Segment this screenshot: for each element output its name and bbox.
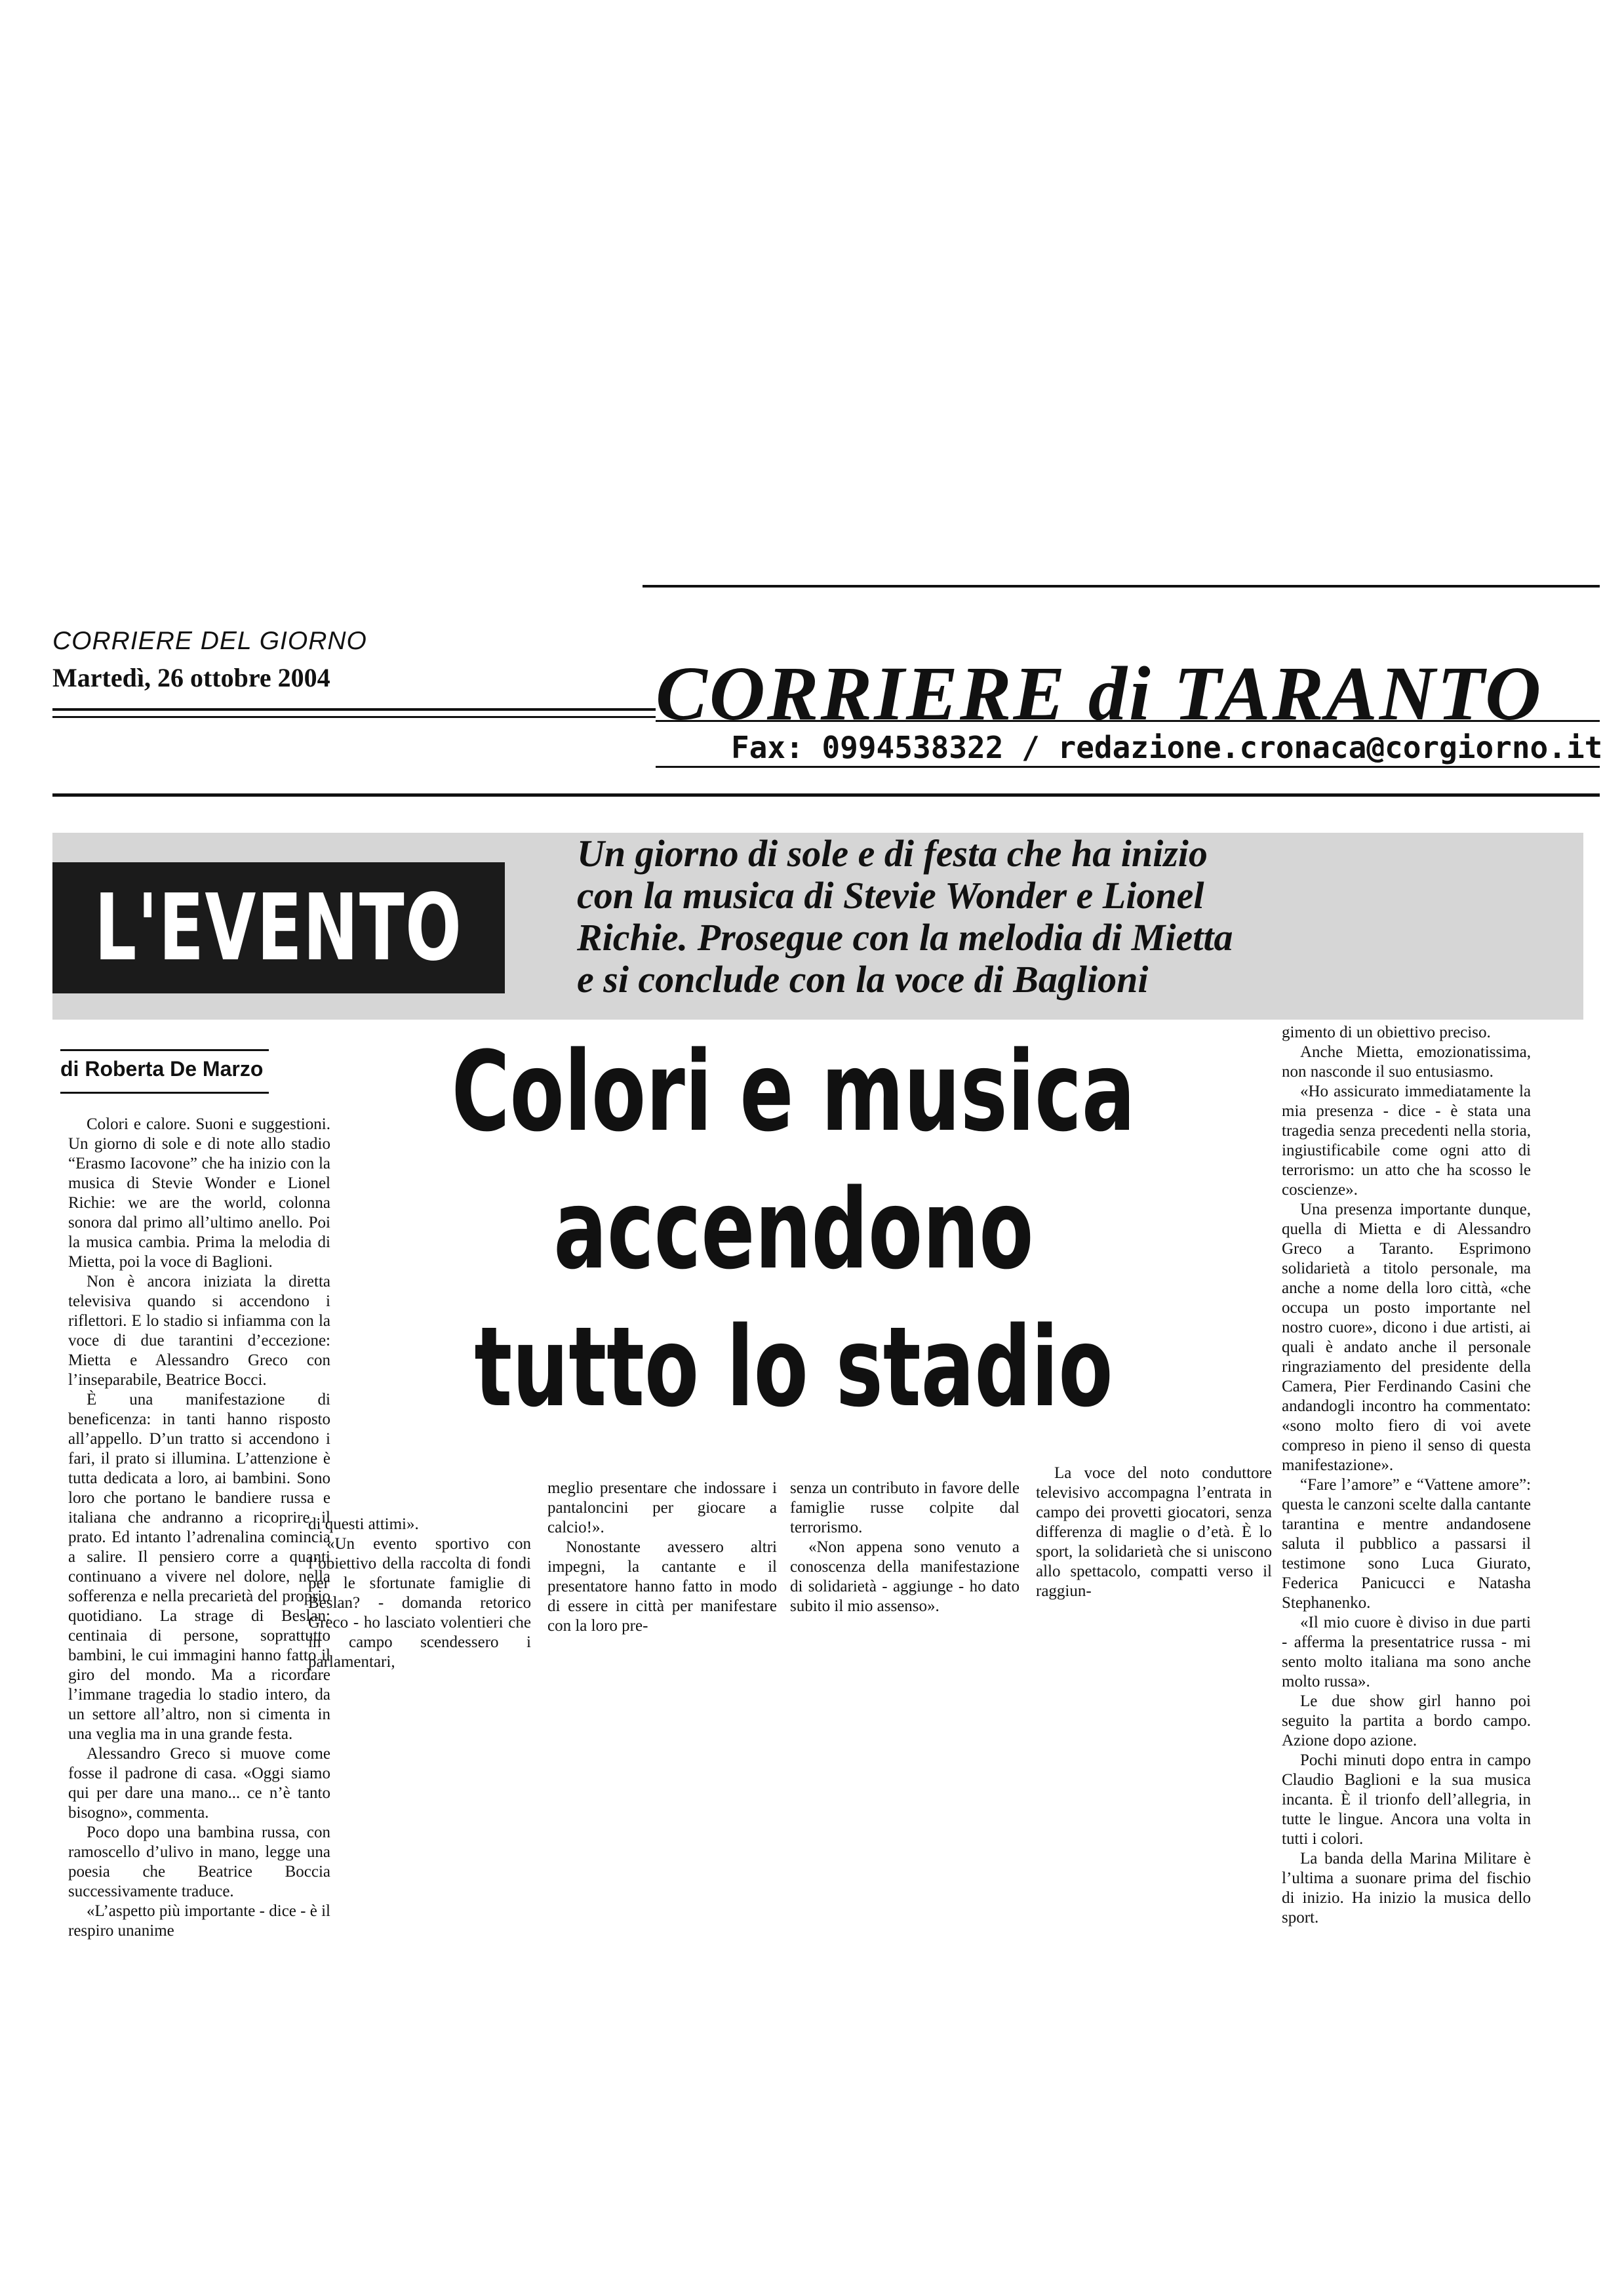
section-label: L'EVENTO [52,862,505,993]
headline-line: accendono [553,1165,1034,1294]
paragraph: «Ho assicurato immediatamente la mia presenza - dice - è stata una tragedia senza precedenti nella storia, ingiustificabile come ogni atto di terrorismo: un atto che ha scosso le coscienze». [1282,1083,1531,1199]
top-rule [643,585,1600,588]
article-column-4 [790,1479,1020,1616]
paragraph: senza un contributo in favore delle famiglie russe colpite dal terrorismo. [790,1479,1020,1536]
paragraph: di questi attimi». [308,1515,419,1533]
article-column-3 [547,1479,777,1636]
byline-rule [60,1049,269,1051]
paragraph: «Un evento sportivo con l’obiettivo della raccolta di fondi per le sfortunate famiglie di Beslan? - domanda retorico Greco - ho lasciato volentieri che in campo scendessero i parlamentari, [308,1535,531,1671]
paragraph: Alessandro Greco si muove come fosse il padrone di casa. «Oggi siamo qui per dare una mano... ce n’è tanto bisogno», commenta. [68,1745,330,1822]
summary-line: con la musica di Stevie Wonder e Lionel [577,874,1204,917]
masthead-rule-left-1 [52,708,656,711]
masthead-rule-right-2 [656,766,1600,768]
masthead-rule-left-2 [52,716,656,718]
article-column-1 [68,1115,330,1941]
paragraph: La voce del noto conduttore televisivo accompagna l’entrata in campo dei provetti giocatori, senza differenza di maglie o d’età. È lo sport, la solidarietà che si uniscono allo spettacolo, compatti verso il raggiun- [1036,1464,1272,1600]
summary-line: e si conclude con la voce di Baglioni [577,958,1149,1001]
paragraph: «Non appena sono venuto a conoscenza della manifestazione di solidarietà - aggiunge - ho dato subito il mio assenso». [790,1538,1020,1615]
article-summary [577,833,1351,1001]
paragraph: gimento di un obiettivo preciso. [1282,1024,1491,1041]
article-column-5 [1036,1464,1272,1601]
article-headline [302,1023,1285,1436]
headline-line: Colori e musica [451,1028,1136,1156]
headline-line: tutto lo stadio [473,1303,1113,1431]
byline-rule-bottom [60,1092,269,1094]
paragraph: È una manifestazione di beneficenza: in tanti hanno risposto all’appello. D’un tratto si accendono i fari, il prato si illumina. L’attenzione è tutta dedicata a loro, ai bambini. Sono loro che portano le bandiere russa e italiana che andranno a ricoprire il prato. Ed intanto l’adrenalina comincia a salire. Il pensiero corre a quanti continuano a vivere nel dolore, nella sofferenza e nella precarietà del proprio quotidiano. La strage di Beslan: centinaia di persone, soprattutto bambini, le cui immagini hanno fatto il giro del mondo. Ma a ricordare l’immane tragedia lo stadio intero, da un settore all’altro, non si cimenta in una veglia ma in una grande festa. [68,1391,330,1743]
paragraph: Anche Mietta, emozionatissima, non nasconde il suo entusiasmo. [1282,1043,1531,1081]
summary-line: Un giorno di sole e di festa che ha inizio [577,832,1208,875]
paragraph: “Fare l’amore” e “Vattene amore”: questa le canzoni scelte dalla cantante tarantina e mentre andandosene saluta il pubblico a passarsi il testimone sono Luca Giurato, Federica Panicucci e Natasha Stephanenko. [1282,1476,1531,1612]
publication-date: Martedì, 26 ottobre 2004 [52,663,330,692]
paragraph: «Il mio cuore è diviso in due parti - afferma la presentatrice russa - mi sento molto italiana ma sono anche molto russa». [1282,1614,1531,1690]
article-column-2 [308,1515,531,1672]
paragraph: La banda della Marina Militare è l’ultima a suonare prima del fischio di inizio. Ha inizio la musica dello sport. [1282,1850,1531,1926]
paragraph: Nonostante avessero altri impegni, la cantante e il presentatore hanno fatto in modo di essere in città per manifestare con la loro pre- [547,1538,777,1635]
section-rule [52,793,1600,797]
article-column-6 [1282,1023,1531,1928]
paragraph: Colori e calore. Suoni e suggestioni. Un giorno di sole e di note allo stadio “Erasmo Iacovone” che ha inizio con la musica di Stevie Wonder e Lionel Richie: we are the world, colonna sonora dal primo all’ultimo anello. Poi la musica cambia. Prima la melodia di Mietta, poi la voce di Baglioni. [68,1115,330,1271]
paper-name: CORRIERE DEL GIORNO [52,627,367,655]
contact-line: Fax: 0994538322 / redazione.cronaca@corgiorno.it [731,730,1603,765]
paragraph: meglio presentare che indossare i pantaloncini per giocare a calcio!». [547,1479,777,1536]
paragraph: Pochi minuti dopo entra in campo Claudio Baglioni e la sua musica incanta. È il trionfo dell’allegria, in tutte le lingue. Ancora una volta in tutti i colori. [1282,1751,1531,1848]
paragraph: Le due show girl hanno poi seguito la partita a bordo campo. Azione dopo azione. [1282,1692,1531,1749]
paragraph: Una presenza importante dunque, quella di Mietta e di Alessandro Greco a Taranto. Esprimono solidarietà a titolo personale, ma anche a nome della loro città, «che occupa un posto importante nel nostro cuore», dicono i due artisti, ai quali è andato anche il personale ringraziamento del presidente della Camera, Pier Ferdinando Casini che andandogli incontro ha commentato: «sono molto fiero di voi avete compreso in pieno il senso di questa manifestazione». [1282,1201,1531,1474]
masthead-title: CORRIERE di TARANTO [656,650,1543,736]
summary-line: Richie. Prosegue con la melodia di Mietta [577,916,1233,959]
paragraph: «L’aspetto più importante - dice - è il respiro unanime [68,1902,330,1940]
paragraph: Poco dopo una bambina russa, con ramoscello d’ulivo in mano, legge una poesia che Beatrice Boccia successivamente traduce. [68,1824,330,1900]
paragraph: Non è ancora iniziata la diretta televisiva quando si accendono i riflettori. E lo stadio si infiamma con la voce di due tarantini d’eccezione: Mietta e Alessandro Greco con l’inseparabile, Beatrice Bocci. [68,1273,330,1389]
byline: di Roberta De Marzo [60,1057,264,1081]
